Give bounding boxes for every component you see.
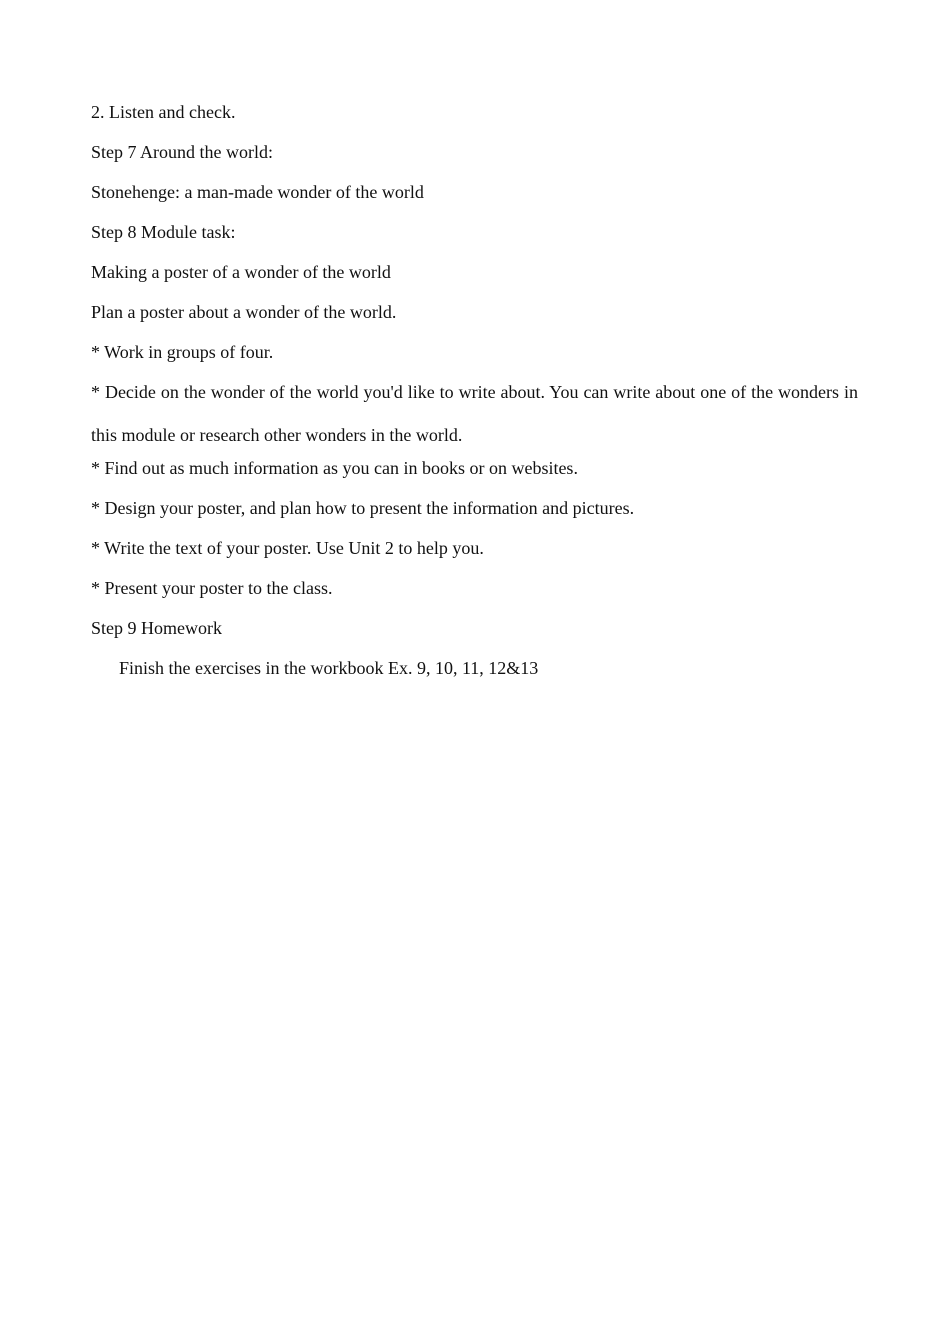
exercise-listen-check: 2. Listen and check. [91, 102, 236, 122]
bullet-present-poster: * Present your poster to the class. [91, 578, 333, 598]
step-7-heading: Step 7 Around the world: [91, 142, 273, 162]
bullet-write-text: * Write the text of your poster. Use Unit 2 to help you. [91, 538, 484, 558]
bullet-find-information: * Find out as much information as you can in books or on websites. [91, 458, 578, 478]
poster-task-title: Making a poster of a wonder of the world [91, 262, 391, 282]
bullet-work-groups: * Work in groups of four. [91, 342, 274, 362]
step-9-heading: Step 9 Homework [91, 618, 222, 638]
step-8-heading: Step 8 Module task: [91, 222, 236, 242]
bullet-decide-wonder: * Decide on the wonder of the world you'd like to write about. You can write about one of the wonders in this module or research other wonders in the world. [91, 382, 858, 445]
plan-poster-line: Plan a poster about a wonder of the world. [91, 302, 397, 322]
bullet-design-poster: * Design your poster, and plan how to present the information and pictures. [91, 498, 635, 518]
homework-line: Finish the exercises in the workbook Ex. 9, 10, 11, 12&13 [119, 658, 539, 678]
stonehenge-line: Stonehenge: a man-made wonder of the world [91, 182, 424, 202]
document-page [91, 100, 858, 696]
